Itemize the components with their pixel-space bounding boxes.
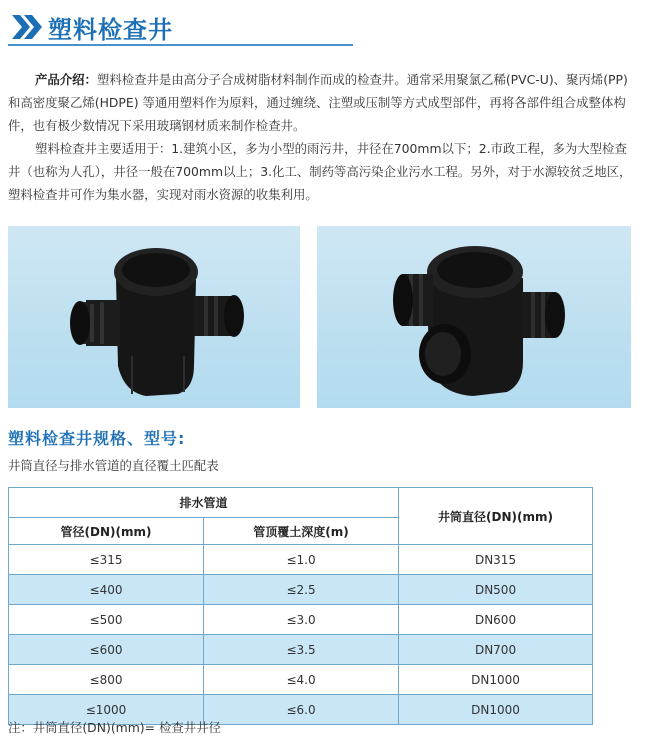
well-diameter-cell: DN600	[399, 605, 593, 635]
pipe-diameter-cell: ≤1000	[9, 695, 204, 725]
intro-paragraph-1	[8, 68, 638, 137]
inspection-well-tee-image	[8, 226, 300, 408]
section-header	[8, 6, 353, 50]
cover-depth-cell: ≤4.0	[204, 665, 399, 695]
cover-depth-cell: ≤3.0	[204, 605, 399, 635]
drain-pipe-group-header: 排水管道	[9, 488, 399, 518]
intro-paragraph-2: 塑料检查井主要适用于：1.建筑小区，多为小型的雨污井，井径在700mm以下；2.市政工程，多为大型检查井（也称为人孔），井径一般在700mm以上；3.化工、制药等高污染企业污水工程。另外，对于水源较贫乏地区，塑料检查井可作为集水器，实现对雨水资源的收集利用。	[8, 141, 632, 202]
spec-table	[8, 487, 593, 725]
well-diameter-cell: DN1000	[399, 695, 593, 725]
table-row	[9, 665, 593, 695]
table-row	[9, 545, 593, 575]
product-photo-cross	[317, 226, 631, 408]
table-row	[9, 575, 593, 605]
cover-depth-cell: ≤3.5	[204, 635, 399, 665]
intro-text-1: 塑料检查井是由高分子合成树脂材料制作而成的检查井。通常采用聚氯乙稀(PVC-U)、聚丙烯(PP)和高密度聚乙烯(HDPE) 等通用塑料作为原料，通过缠绕、注塑或压制等方式成型部件，再将各部件组合成整体构件，也有极少数情况下采用玻璃钢材质来制作检查井。	[8, 72, 628, 133]
double-chevron-icon	[10, 14, 44, 40]
well-diameter-cell: DN500	[399, 575, 593, 605]
table-row	[9, 635, 593, 665]
well-diameter-header: 井筒直径(DN)(mm)	[399, 488, 593, 545]
table-row	[9, 605, 593, 635]
table-header-row	[9, 488, 593, 518]
page-title: 塑料检查井	[48, 16, 173, 44]
spec-table-caption: 井筒直径与排水管道的直径覆土匹配表	[8, 458, 219, 473]
pipe-diameter-cell: ≤600	[9, 635, 204, 665]
pipe-diameter-cell: ≤400	[9, 575, 204, 605]
pipe-diameter-cell: ≤315	[9, 545, 204, 575]
well-diameter-cell: DN700	[399, 635, 593, 665]
pipe-diameter-cell: ≤500	[9, 605, 204, 635]
inspection-well-cross-image	[317, 226, 631, 408]
product-intro	[8, 68, 638, 206]
header-divider	[8, 44, 353, 46]
cover-depth-cell: ≤2.5	[204, 575, 399, 605]
pipe-diameter-cell: ≤800	[9, 665, 204, 695]
cover-depth-cell: ≤1.0	[204, 545, 399, 575]
table-footnote: 注：井筒直径(DN)(mm)= 检查井井径	[8, 720, 221, 735]
cover-depth-cell: ≤6.0	[204, 695, 399, 725]
cover-depth-header: 管顶覆土深度(m)	[204, 518, 399, 545]
product-photo-tee	[8, 226, 300, 408]
intro-lead-label: 产品介绍：	[35, 72, 97, 87]
spec-section-title: 塑料检查井规格、型号:	[8, 429, 186, 448]
well-diameter-cell: DN315	[399, 545, 593, 575]
well-diameter-cell: DN1000	[399, 665, 593, 695]
pipe-diameter-header: 管径(DN)(mm)	[9, 518, 204, 545]
